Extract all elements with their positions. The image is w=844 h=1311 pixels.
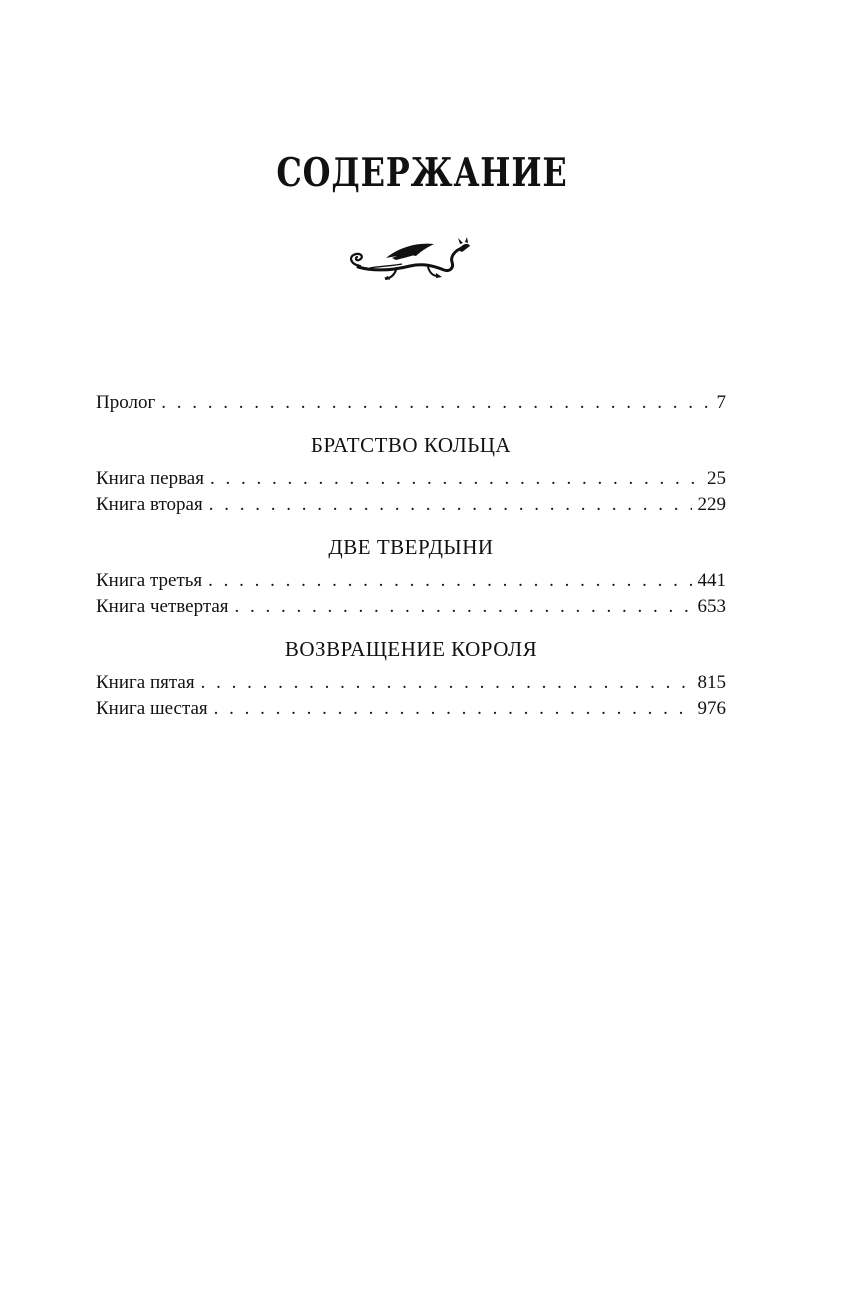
dot-leader: [201, 670, 692, 696]
toc-entry-book-2[interactable]: [96, 492, 726, 518]
toc-entry-page: 25: [707, 468, 726, 489]
toc-entry-page: 7: [716, 392, 726, 413]
toc-entry-page: 441: [697, 570, 726, 591]
toc-entry-label: Пролог: [96, 392, 156, 413]
toc-entry-prologue[interactable]: [96, 390, 726, 416]
toc-entry-page: 976: [697, 698, 726, 719]
dot-leader: [214, 696, 692, 722]
dot-leader: [210, 466, 701, 492]
dot-leader: [209, 492, 692, 518]
toc-entry-book-1[interactable]: [96, 466, 726, 492]
toc-entry-page: 653: [697, 596, 726, 617]
toc-entry-label: Книга пятая: [96, 672, 195, 693]
toc-entry-book-5[interactable]: [96, 670, 726, 696]
dot-leader: [208, 568, 691, 594]
dot-leader: [161, 390, 710, 416]
toc-entry-book-6[interactable]: [96, 696, 726, 722]
part-heading-3: ВОЗВРАЩЕНИЕ КОРОЛЯ: [284, 637, 538, 661]
toc-entry-book-4[interactable]: [96, 594, 726, 620]
toc-entry-label: Книга шестая: [96, 698, 208, 719]
toc-entry-page: 815: [697, 672, 726, 693]
toc-entry-label: Книга четвертая: [96, 596, 229, 617]
part-heading-2: ДВЕ ТВЕРДЫНИ: [328, 535, 494, 559]
toc-entry-label: Книга первая: [96, 468, 204, 489]
table-of-contents: [96, 390, 726, 722]
dot-leader: [235, 594, 692, 620]
part-heading-1: БРАТСТВО КОЛЬЦА: [310, 433, 512, 457]
dragon-icon: [346, 236, 472, 284]
toc-entry-page: 229: [697, 494, 726, 515]
page-title: СОДЕРЖАНИЕ: [276, 150, 568, 196]
toc-entry-label: Книга третья: [96, 570, 203, 591]
toc-entry-book-3[interactable]: [96, 568, 726, 594]
toc-entry-label: Книга вторая: [96, 494, 203, 515]
